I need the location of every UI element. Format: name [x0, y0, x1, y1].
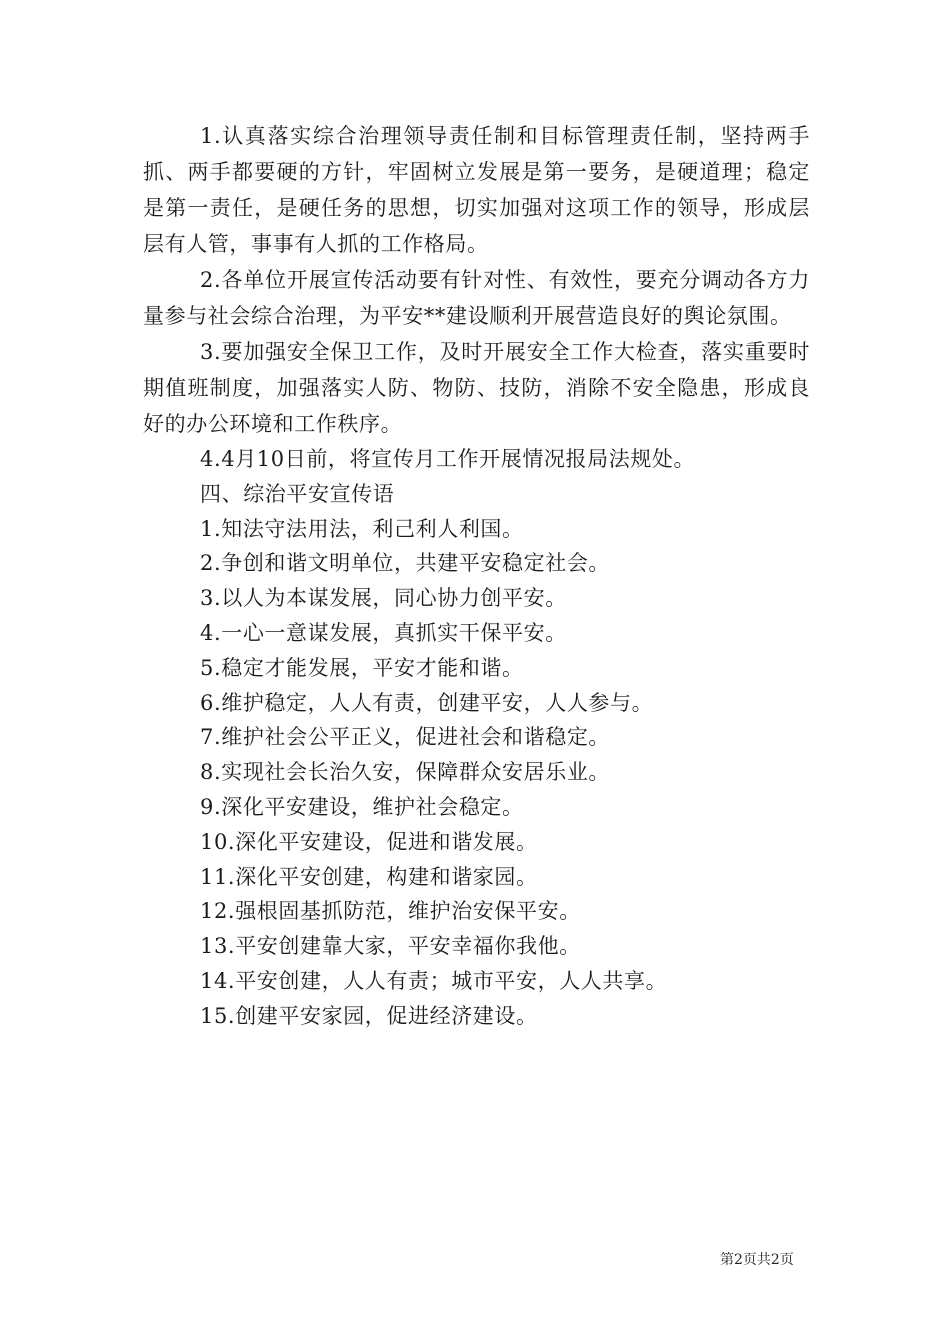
- deadline-note: 4.4月10日前，将宣传月工作开展情况报局法规处。: [200, 447, 696, 471]
- slogan-list: [143, 512, 810, 1034]
- slogan-item: 8.实现社会长治久安，保障群众安居乐业。: [200, 760, 611, 785]
- slogan-item: 6.维护稳定，人人有责，创建平安，人人参与。: [200, 690, 654, 715]
- slogan-item: 11.深化平安创建，构建和谐家园。: [200, 864, 538, 889]
- page-number-footer: 第2页共2页: [720, 1252, 794, 1268]
- paragraph-1: 1.认真落实综合治理领导责任制和目标管理责任制，坚持两手抓、两手都要硬的方针，牢固树立发展是第一要务，是硬道理；稳定是第一责任，是硬任务的思想，切实加强对这项工作的领导，形成层层有人管，事事有人抓的工作格局。: [143, 124, 810, 256]
- document-body: [143, 118, 810, 1034]
- slogan-item: 3.以人为本谋发展，同心协力创平安。: [200, 586, 567, 611]
- slogan-item: 15.创建平安家园，促进经济建设。: [200, 1003, 538, 1028]
- slogan-item: 10.深化平安建设，促进和谐发展。: [200, 829, 538, 854]
- slogan-item: 2.争创和谐文明单位，共建平安稳定社会。: [200, 551, 611, 576]
- paragraph-2: 2.各单位开展宣传活动要有针对性、有效性，要充分调动各方力量参与社会综合治理，为平安**建设顺利开展营造良好的舆论氛围。: [143, 268, 810, 328]
- slogan-item: 4.一心一意谋发展，真抓实干保平安。: [200, 620, 567, 645]
- section-title: 四、综治平安宣传语: [200, 481, 395, 506]
- slogan-item: 14.平安创建，人人有责；城市平安，人人共享。: [200, 968, 668, 993]
- slogan-item: 1.知法守法用法，利己利人利国。: [200, 516, 524, 541]
- slogan-item: 5.稳定才能发展，平安才能和谐。: [200, 655, 524, 680]
- slogan-item: 9.深化平安建设，维护社会稳定。: [200, 794, 524, 819]
- slogan-item: 12.强根固基抓防范，维护治安保平安。: [200, 899, 581, 924]
- slogan-item: 13.平安创建靠大家，平安幸福你我他。: [200, 934, 581, 959]
- paragraph-3: 3.要加强安全保卫工作，及时开展安全工作大检查，落实重要时期值班制度，加强落实人防、物防、技防，消除不安全隐患，形成良好的办公环境和工作秩序。: [143, 340, 810, 436]
- slogan-item: 7.维护社会公平正义，促进社会和谐稳定。: [200, 725, 611, 750]
